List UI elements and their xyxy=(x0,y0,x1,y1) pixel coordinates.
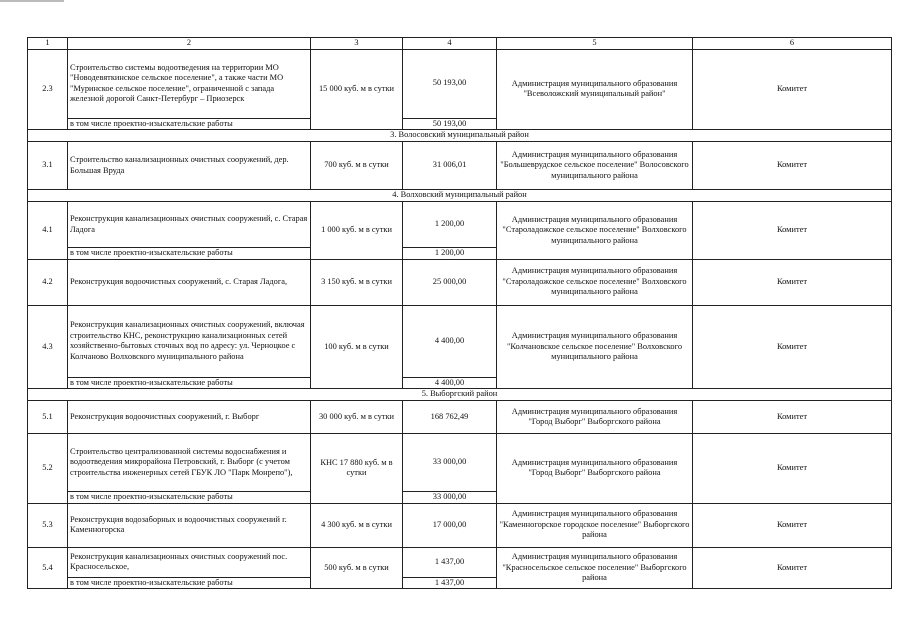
object-name: Реконструкция канализационных очистных сооружений, с. Старая Ладога xyxy=(68,202,311,248)
row-number: 4.3 xyxy=(28,305,68,389)
object-name: Строительство системы водоотведения на территории МО "Новодевяткинское сельское поселение", а также части МО "Муринское сельское поселение", ограниченной с запада железной дорогой Санкт-Петербург – Приозерск xyxy=(68,49,311,118)
section-row xyxy=(28,190,892,202)
administration: Администрация муниципального образования "Колчановское сельское поселение" Волховского муниципального района xyxy=(497,305,693,389)
cost: 50 193,00 xyxy=(403,49,497,118)
header-row xyxy=(28,38,892,50)
document-page xyxy=(27,37,892,589)
object-name: Реконструкция водозаборных и водоочистных сооружений г. Каменногорска xyxy=(68,503,311,547)
executor: Комитет xyxy=(693,305,892,389)
administration: Администрация муниципального образования "Большеврудское сельское поселение" Волосовского муниципального района xyxy=(497,142,693,190)
table-row xyxy=(28,547,892,577)
table-row xyxy=(28,305,892,377)
administration: Администрация муниципального образования "Всеволожский муниципальный район" xyxy=(497,49,693,130)
administration: Администрация муниципального образования "Город Выборг" Выборгского района xyxy=(497,434,693,504)
object-name: Строительство централизованной системы водоснабжения и водоотведения микрорайона Петровский, г. Выборг (с учетом строительства инженерных сетей ГБУК ЛО "Парк Монрепо"), xyxy=(68,434,311,492)
executor: Комитет xyxy=(693,202,892,260)
table-row xyxy=(28,503,892,547)
col-header: 5 xyxy=(497,38,693,50)
section-title: 4. Волховский муниципальный район xyxy=(28,190,892,202)
executor: Комитет xyxy=(693,503,892,547)
executor: Комитет xyxy=(693,547,892,589)
col-header: 4 xyxy=(403,38,497,50)
row-number: 2.3 xyxy=(28,49,68,130)
subrow-cost: 1 437,00 xyxy=(403,577,497,589)
subrow-label: в том числе проектно-изыскательские работы xyxy=(68,577,311,589)
subrow-label: в том числе проектно-изыскательские работы xyxy=(68,248,311,260)
administration: Администрация муниципального образования "Красносельское сельское поселение" Выборгского района xyxy=(497,547,693,589)
administration: Администрация муниципального образования "Староладожское сельское поселение" Волховского муниципального района xyxy=(497,259,693,305)
projects-table xyxy=(27,37,892,589)
capacity: 30 000 куб. м в сутки xyxy=(311,401,403,434)
row-number: 3.1 xyxy=(28,142,68,190)
subrow-label: в том числе проектно-изыскательские работы xyxy=(68,377,311,389)
object-name: Реконструкция водоочистных сооружений, с. Старая Ладога, xyxy=(68,259,311,305)
cost: 1 437,00 xyxy=(403,547,497,577)
executor: Комитет xyxy=(693,434,892,504)
object-name: Реконструкция канализационных очистных сооружений, включая строительство КНС, реконструкцию канализационных сетей хозяйственно-бытовых сточных вод по адресу: ул. Черноцкое с Колчаново Волховского муниципального района xyxy=(68,305,311,377)
object-name: Реконструкция водоочистных сооружений, г. Выборг xyxy=(68,401,311,434)
subrow-label: в том числе проектно-изыскательские работы xyxy=(68,492,311,504)
section-title: 3. Волосовский муниципальный район xyxy=(28,130,892,142)
executor: Комитет xyxy=(693,259,892,305)
table-row xyxy=(28,142,892,190)
cost: 168 762,49 xyxy=(403,401,497,434)
cost: 33 000,00 xyxy=(403,434,497,492)
cost: 25 000,00 xyxy=(403,259,497,305)
subrow-cost: 50 193,00 xyxy=(403,118,497,130)
row-number: 4.1 xyxy=(28,202,68,260)
col-header: 2 xyxy=(68,38,311,50)
col-header: 6 xyxy=(693,38,892,50)
row-number: 5.3 xyxy=(28,503,68,547)
row-number: 5.1 xyxy=(28,401,68,434)
table-row xyxy=(28,259,892,305)
capacity: 700 куб. м в сутки xyxy=(311,142,403,190)
col-header: 1 xyxy=(28,38,68,50)
subrow-cost: 4 400,00 xyxy=(403,377,497,389)
subrow-cost: 1 200,00 xyxy=(403,248,497,260)
capacity: 15 000 куб. м в сутки xyxy=(311,49,403,130)
subrow-cost: 33 000,00 xyxy=(403,492,497,504)
cost: 31 006,01 xyxy=(403,142,497,190)
subrow-label: в том числе проектно-изыскательские работы xyxy=(68,118,311,130)
section-row xyxy=(28,130,892,142)
administration: Администрация муниципального образования "Староладожское сельское поселение" Волховского муниципального района xyxy=(497,202,693,260)
capacity: 500 куб. м в сутки xyxy=(311,547,403,589)
capacity: 4 300 куб. м в сутки xyxy=(311,503,403,547)
object-name: Строительство канализационных очистных сооружений, дер. Большая Вруда xyxy=(68,142,311,190)
table-row xyxy=(28,49,892,118)
col-header: 3 xyxy=(311,38,403,50)
scan-mark xyxy=(0,0,64,2)
section-row xyxy=(28,389,892,401)
administration: Администрация муниципального образования "Город Выборг" Выборгского района xyxy=(497,401,693,434)
cost: 17 000,00 xyxy=(403,503,497,547)
administration: Администрация муниципального образования "Каменногорское городское поселение" Выборгского района xyxy=(497,503,693,547)
row-number: 4.2 xyxy=(28,259,68,305)
row-number: 5.4 xyxy=(28,547,68,589)
object-name: Реконструкция канализационных очистных сооружений пос. Красносельское, xyxy=(68,547,311,577)
executor: Комитет xyxy=(693,49,892,130)
executor: Комитет xyxy=(693,401,892,434)
cost: 4 400,00 xyxy=(403,305,497,377)
capacity: 100 куб. м в сутки xyxy=(311,305,403,389)
section-title: 5. Выборгский район xyxy=(28,389,892,401)
table-row xyxy=(28,202,892,248)
row-number: 5.2 xyxy=(28,434,68,504)
executor: Комитет xyxy=(693,142,892,190)
cost: 1 200,00 xyxy=(403,202,497,248)
table-row xyxy=(28,401,892,434)
capacity: КНС 17 880 куб. м в сутки xyxy=(311,434,403,504)
capacity: 1 000 куб. м в сутки xyxy=(311,202,403,260)
capacity: 3 150 куб. м в сутки xyxy=(311,259,403,305)
table-row xyxy=(28,434,892,492)
